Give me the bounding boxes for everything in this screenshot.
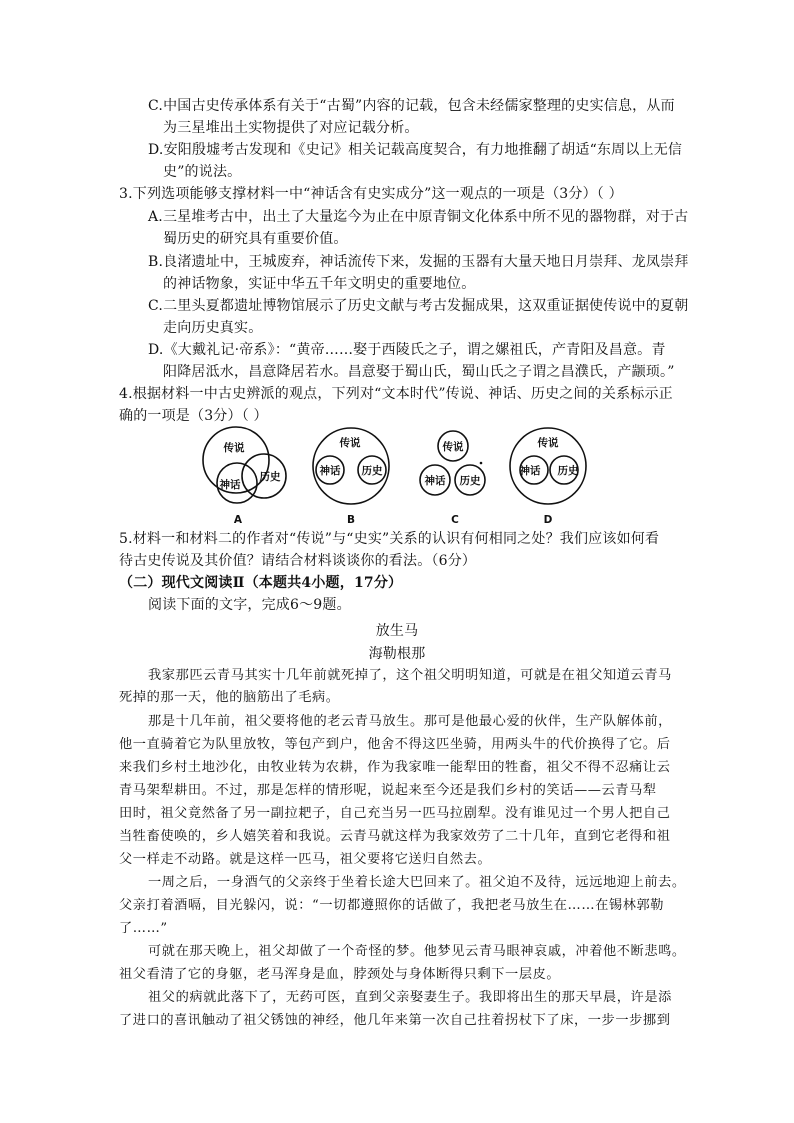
diagram-a-myth-text: 神话 xyxy=(219,479,241,491)
diagram-b-myth-text: 神话 xyxy=(319,465,341,477)
diagram-d-history-text: 历史 xyxy=(557,465,579,477)
diagram-a-legend-text: 传说 xyxy=(223,442,245,454)
story-line: 那是十几年前，祖父要将他的老云青马放生。那可是他最心爱的伙伴，生产队解体前， xyxy=(148,714,672,729)
story-line: 一周之后，一身酒气的父亲终于坐着长途大巴回来了。祖父迫不及待，远远地迎上前去。 xyxy=(148,875,686,890)
diagram-a xyxy=(203,427,286,526)
q2-option-d-line1: D.安阳殷墟考古发现和《史记》相关记载高度契合，有力地推翻了胡适“东周以上无信 xyxy=(148,142,683,158)
story-line: 来我们乡村土地沙化，由牧业转为农耕，作为我家唯一能犁田的牲畜，祖父不得不忍痛让云 xyxy=(119,760,671,775)
diagram-d xyxy=(510,428,586,526)
q5-line1: 5.材料一和材料二的作者对“传说”与“史实”关系的认识有何相同之处？我们应该如何看 xyxy=(119,531,660,547)
diagram-d-label: D xyxy=(543,514,553,526)
q2-option-c-line1: C.中国古史传承体系有关于“古蜀”内容的记载，包含未经儒家整理的史实信息，从而 xyxy=(148,98,675,114)
diagram-a-label: A xyxy=(233,514,243,526)
q3-option-b-line1: B.良渚遗址中，王城废弃，神话流传下来，发掘的玉器有大量天地日月崇拜、龙凤崇拜 xyxy=(148,254,689,270)
diagram-c-legend-text: 传说 xyxy=(442,441,464,453)
story-line: 了进口的喜讯触动了祖父锈蚀的神经，他几年来第一次自己拄着拐杖下了床，一步一步挪到 xyxy=(119,1013,671,1028)
story-line: 父亲打着酒嗝，目光躲闪，说：“一切都遵照你的话做了，我把老马放生在……在锡林郭勒 xyxy=(119,898,665,913)
section2-instruction: 阅读下面的文字，完成6～9题。 xyxy=(148,597,351,613)
q3-option-a-line1: A.三星堆考古中，出土了大量迄今为止在中原青铜文化体系中所不见的器物群，对于古 xyxy=(148,209,689,225)
story-line: 青马架犁耕田。不过，那是怎样的情形呢，说起来至今还是我们乡村的笑话——云青马犁 xyxy=(119,783,657,798)
q3-option-c-line1: C.二里头夏都遗址博物馆展示了历史文献与考古发掘成果，这双重证据使传说中的夏朝 xyxy=(148,298,689,314)
diagram-c-myth-text: 神话 xyxy=(424,475,446,487)
story-line: 我家那匹云青马其实十几年前就死掉了，这个祖父明明知道，可就是在祖父知道云青马 xyxy=(148,668,672,683)
story-line: 祖父的病就此落下了，无药可医，直到父亲娶妻生子。我即将出生的那天早晨，许是添 xyxy=(148,990,672,1005)
q3-stem: 3.下列选项能够支撑材料一中“神话含有史实成分”这一观点的一项是（3分）（ ） xyxy=(119,186,623,202)
story-author: 海勒根那 xyxy=(368,646,426,662)
q3-option-b-line2: 的神话物象，实证中华五千年文明史的重要地位。 xyxy=(163,276,476,292)
q3-option-a-line2: 蜀历史的研究具有重要价值。 xyxy=(163,231,348,247)
story-line: 田时，祖父竟然备了另一副拉耙子，自己充当另一匹马拉剧犁。没有谁见过一个男人把自己 xyxy=(119,806,671,821)
section2-heading: （二）现代文阅读Ⅱ（本题共4小题，17分） xyxy=(119,575,403,591)
q2-option-d-line2: 史”的说法。 xyxy=(163,164,242,180)
diagram-d-legend-text: 传说 xyxy=(537,437,559,449)
diagram-b xyxy=(313,428,389,526)
story-line: 他一直骑着它为队里放牧，等包产到户，他舍不得这匹坐骑，用两头牛的代价换得了它。后 xyxy=(119,737,671,752)
diagram-d-myth-text: 神话 xyxy=(519,465,541,477)
diagram-a-history-text: 历史 xyxy=(259,471,281,483)
story-title: 放生马 xyxy=(375,623,419,639)
q4-stem-line1: 4.根据材料一中古史辨派的观点，下列对“文本时代”传说、神话、历史之间的关系标示正 xyxy=(119,386,673,402)
diagram-b-label: B xyxy=(346,514,356,526)
diagram-b-legend-text: 传说 xyxy=(339,437,361,449)
q3-option-d-line2: 阳降居泜水，昌意降居若水。昌意娶于蜀山氏，蜀山氏之子谓之昌濮氏，产颛顼。” xyxy=(163,364,675,380)
story-line: 当牲畜使唤的，乡人嬉笑着和我说。云青马就这样为我家效劳了二十几年，直到它老得和祖 xyxy=(119,829,671,844)
diagram-c xyxy=(420,431,485,526)
diagram-b-history-text: 历史 xyxy=(361,465,383,477)
story-line: 父一样走不动路。就是这样一匹马，祖父要将它送归自然去。 xyxy=(119,852,492,867)
diagram-c-dot xyxy=(480,462,483,465)
story-line: 可就在那天晚上，祖父却做了一个奇怪的梦。他梦见云青马眼神哀戚，冲着他不断悲鸣。 xyxy=(148,944,686,959)
q2-option-c-line2: 为三星堆出土实物提供了对应记载分析。 xyxy=(163,120,419,136)
q3-option-d-line1: D.《大戴礼记·帝系》：“黄帝……娶于西陵氏之子，谓之嫘祖氏，产青阳及昌意。青 xyxy=(148,342,666,358)
diagram-c-history-text: 历史 xyxy=(459,475,481,487)
story-line: 死掉的那一天，他的脑筋出了毛病。 xyxy=(119,690,340,705)
story-line: 祖父看清了它的身躯，老马浑身是血，脖颈处与身体断得只剩下一层皮。 xyxy=(119,967,561,982)
diagram-c-label: C xyxy=(451,514,459,526)
q3-option-c-line2: 走向历史真实。 xyxy=(163,320,263,336)
q4-diagrams xyxy=(190,420,610,532)
q5-line2: 待古史传说及其价值？请结合材料谈谈你的看法。（6分） xyxy=(119,553,477,569)
q4-stem-line2: 确的一项是（3分）（ ） xyxy=(119,408,268,424)
story-line: 了……” xyxy=(119,921,168,936)
